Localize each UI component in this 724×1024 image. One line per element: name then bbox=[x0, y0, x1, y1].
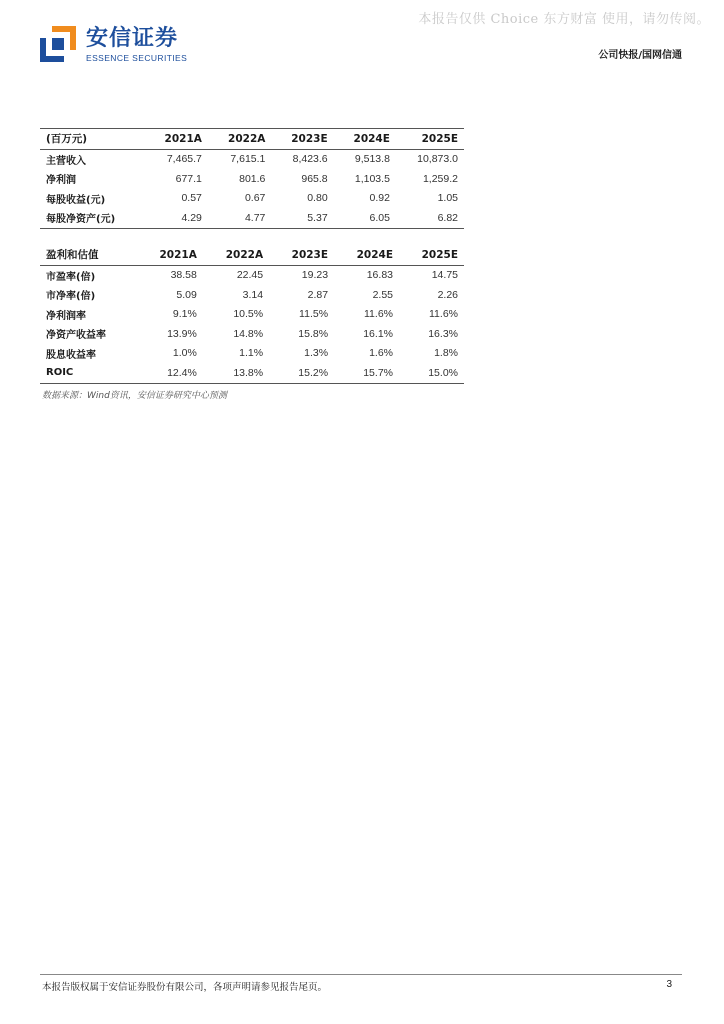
table-cell: 6.05 bbox=[334, 208, 396, 228]
table-cell: 16.1% bbox=[363, 327, 393, 340]
table-cell: 2.87 bbox=[307, 288, 329, 301]
column-header: 2024E bbox=[334, 129, 396, 150]
table-cell: 14.75 bbox=[431, 269, 458, 282]
row-label: 净资产收益率 bbox=[46, 330, 106, 342]
table-cell: 1,103.5 bbox=[354, 172, 390, 185]
column-header: 2024E bbox=[334, 245, 399, 265]
table-cell: 1.3% bbox=[304, 347, 329, 360]
table-row bbox=[40, 344, 464, 364]
column-header: (百万元) bbox=[40, 129, 144, 150]
table-cell: 11.6% bbox=[429, 308, 458, 321]
table-cell: 15.0% bbox=[399, 363, 464, 383]
table-cell: 10,873.0 bbox=[417, 153, 458, 166]
table-row bbox=[40, 189, 464, 209]
table-cell: 16.83 bbox=[366, 269, 393, 282]
table-cell: 0.67 bbox=[244, 192, 266, 205]
footer-divider bbox=[40, 974, 682, 975]
table-cell: 4.29 bbox=[144, 208, 208, 228]
financial-summary-table bbox=[40, 128, 464, 229]
table-cell: 11.6% bbox=[364, 308, 393, 321]
table-row bbox=[40, 324, 464, 344]
table-cell: 1.8% bbox=[434, 347, 458, 360]
row-label: 股息收益率 bbox=[46, 349, 96, 361]
table-cell: 13.8% bbox=[203, 363, 269, 383]
table-header-row bbox=[40, 245, 464, 265]
footer-disclaimer: 本报告版权属于安信证券股份有限公司，各项声明请参见报告尾页。 bbox=[42, 982, 328, 993]
table-cell: 1.0% bbox=[172, 347, 197, 360]
table-cell: 19.23 bbox=[301, 269, 329, 282]
column-header: 2022A bbox=[203, 245, 269, 265]
table-cell: 15.7% bbox=[334, 363, 399, 383]
table-cell: 0.57 bbox=[181, 192, 202, 205]
row-label: 净利润率 bbox=[46, 310, 86, 322]
company-logo bbox=[40, 26, 187, 63]
logo-chinese-name: 安信证券 bbox=[86, 26, 179, 51]
table-row bbox=[40, 208, 464, 228]
row-label: ROIC bbox=[40, 363, 137, 383]
row-label: 市盈率(倍) bbox=[46, 271, 96, 283]
table-cell: 1,259.2 bbox=[422, 172, 458, 185]
table-cell: 15.8% bbox=[298, 327, 329, 340]
table-cell: 22.45 bbox=[236, 269, 264, 282]
column-header: 2021A bbox=[137, 245, 203, 265]
watermark-text: 本报告仅供 Choice 东方财富 使用，请勿传阅。 bbox=[418, 12, 710, 27]
table-cell: 15.2% bbox=[269, 363, 334, 383]
table-cell: 10.5% bbox=[233, 308, 264, 321]
table-cell: 9.1% bbox=[172, 308, 197, 321]
data-source-note: 数据来源：Wind资讯，安信证券研究中心预测 bbox=[42, 391, 227, 401]
table-row bbox=[40, 363, 464, 383]
column-header: 2023E bbox=[271, 129, 333, 150]
table-cell: 0.80 bbox=[307, 192, 328, 205]
table-cell: 1.6% bbox=[369, 347, 393, 360]
column-header: 2021A bbox=[144, 129, 208, 150]
column-header: 2025E bbox=[396, 129, 464, 150]
table-row bbox=[40, 265, 464, 285]
table-cell: 4.77 bbox=[208, 208, 272, 228]
table-cell: 7,465.7 bbox=[166, 153, 202, 166]
table-cell: 11.5% bbox=[299, 308, 329, 321]
table-cell: 1.1% bbox=[239, 347, 264, 360]
column-header: 2025E bbox=[399, 245, 464, 265]
row-label: 净利润 bbox=[46, 175, 76, 187]
row-label: 主营收入 bbox=[46, 155, 86, 167]
table-cell: 801.6 bbox=[239, 172, 266, 185]
table-header-row bbox=[40, 129, 464, 150]
row-label: 市净率(倍) bbox=[46, 291, 96, 303]
table-cell: 13.9% bbox=[167, 327, 197, 340]
table-cell: 6.82 bbox=[396, 208, 464, 228]
table-cell: 5.37 bbox=[271, 208, 333, 228]
table-cell: 2.26 bbox=[437, 288, 458, 301]
table-cell: 3.14 bbox=[242, 288, 264, 301]
table-cell: 2.55 bbox=[372, 288, 393, 301]
table-cell: 14.8% bbox=[233, 327, 264, 340]
valuation-table bbox=[40, 245, 464, 384]
page-number: 3 bbox=[666, 979, 672, 990]
table-row bbox=[40, 169, 464, 189]
table-cell: 7,615.1 bbox=[230, 153, 266, 166]
table-cell: 38.58 bbox=[170, 269, 197, 282]
table-cell: 965.8 bbox=[301, 172, 328, 185]
row-label: 每股收益(元) bbox=[46, 194, 106, 206]
table-cell: 677.1 bbox=[175, 172, 202, 185]
column-header: 2023E bbox=[269, 245, 334, 265]
report-type-label: 公司快报/国网信通 bbox=[598, 50, 682, 61]
table-cell: 1.05 bbox=[437, 192, 458, 205]
logo-english-name: ESSENCE SECURITIES bbox=[86, 53, 188, 63]
essence-logo-icon bbox=[40, 26, 76, 62]
table-cell: 8,423.6 bbox=[292, 153, 328, 166]
table-cell: 9,513.8 bbox=[354, 153, 390, 166]
table-cell: 0.92 bbox=[369, 192, 390, 205]
table-row bbox=[40, 285, 464, 305]
table-cell: 16.3% bbox=[428, 327, 458, 340]
column-header: 盈利和估值 bbox=[40, 245, 137, 265]
column-header: 2022A bbox=[208, 129, 272, 150]
table-cell: 5.09 bbox=[176, 288, 197, 301]
table-cell: 12.4% bbox=[137, 363, 203, 383]
table-row bbox=[40, 149, 464, 169]
row-label: 每股净资产(元) bbox=[40, 208, 144, 228]
table-row bbox=[40, 305, 464, 325]
